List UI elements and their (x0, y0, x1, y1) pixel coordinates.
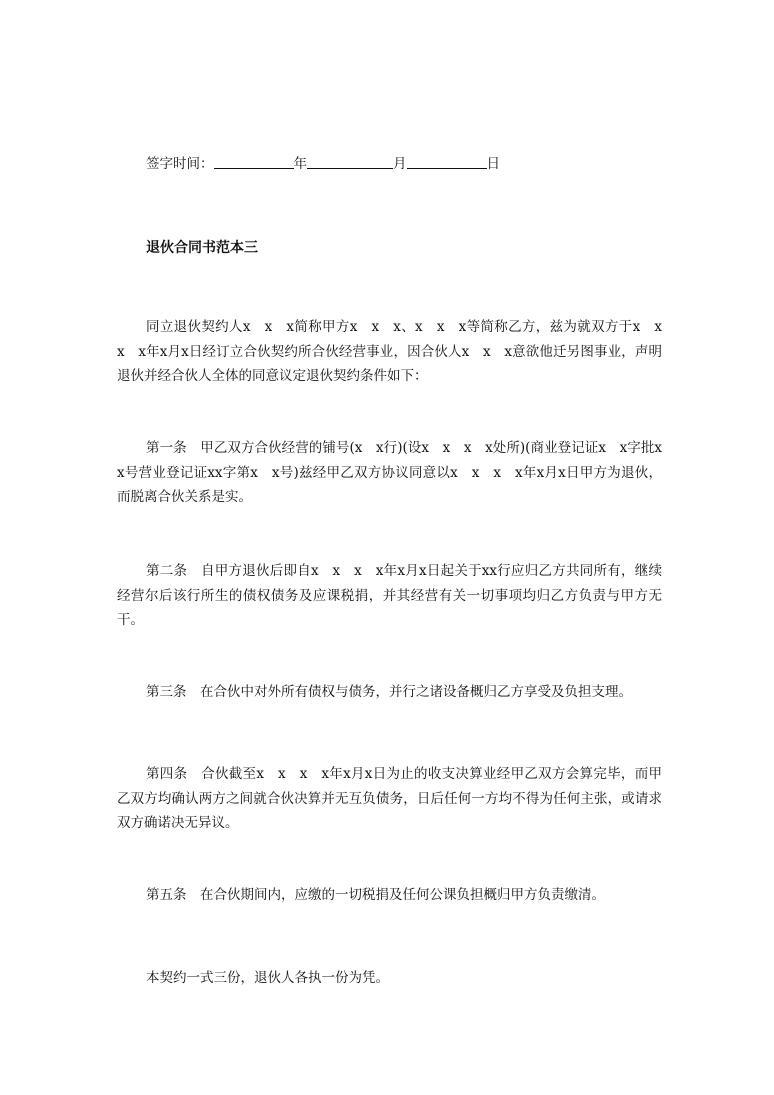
signature-label: 签字时间： (146, 156, 214, 172)
signature-line (146, 152, 691, 176)
document-title: 退伙合同书范本三 (146, 240, 258, 256)
closing-paragraph: 本契约一式三份，退伙人各执一份为凭。 (146, 970, 389, 986)
article-5-paragraph: 第五条 在合伙期间内，应缴的一切税捐及任何公课负担概归甲方负责缴清。 (146, 887, 605, 903)
signature-year-label: 年 (293, 156, 307, 172)
signature-month-label: 月 (393, 156, 407, 172)
intro-paragraph: 同立退伙契约人x x x简称甲方x x x、x x x等简称乙方，兹为就双方于x x x x年x月x日经订立合伙契约所合伙经营事业，因合伙人x x x意欲他迁另图事业，声明退伙并经合伙人全体的同意议定退伙契约条件如下： (117, 319, 676, 384)
article-2-paragraph: 第二条 自甲方退伙后即自x x x x年x月x日起关于xx行应归乙方共同所有，继续经营尔后该行所生的债权债务及应课税捐，并其经营有关一切事项均归乙方负责与甲方无干。 (117, 563, 662, 628)
signature-day-label: 日 (486, 156, 500, 172)
signature-day-blank (407, 154, 487, 169)
article-3-paragraph: 第三条 在合伙中对外所有债权与债务，并行之诸设备概归乙方享受及负担支理。 (146, 684, 632, 700)
signature-year-blank (214, 154, 294, 169)
article-4-paragraph: 第四条 合伙截至x x x x年x月x日为止的收支决算业经甲乙双方会算完毕，而甲乙双方均确认两方之间就合伙决算并无互负债务，日后任何一方均不得为任何主张，或请求双方确诺决无异议。 (117, 766, 662, 831)
signature-month-blank (307, 154, 393, 169)
article-1-paragraph: 第一条 甲乙双方合伙经营的铺号(x x行)(设x x x x处所)(商业登记证x x字批x x号营业登记证xx字第x x号)兹经甲乙双方协议同意以x x x x年x月x日甲方为退伙，而脱离合伙关系是实。 (117, 440, 676, 505)
